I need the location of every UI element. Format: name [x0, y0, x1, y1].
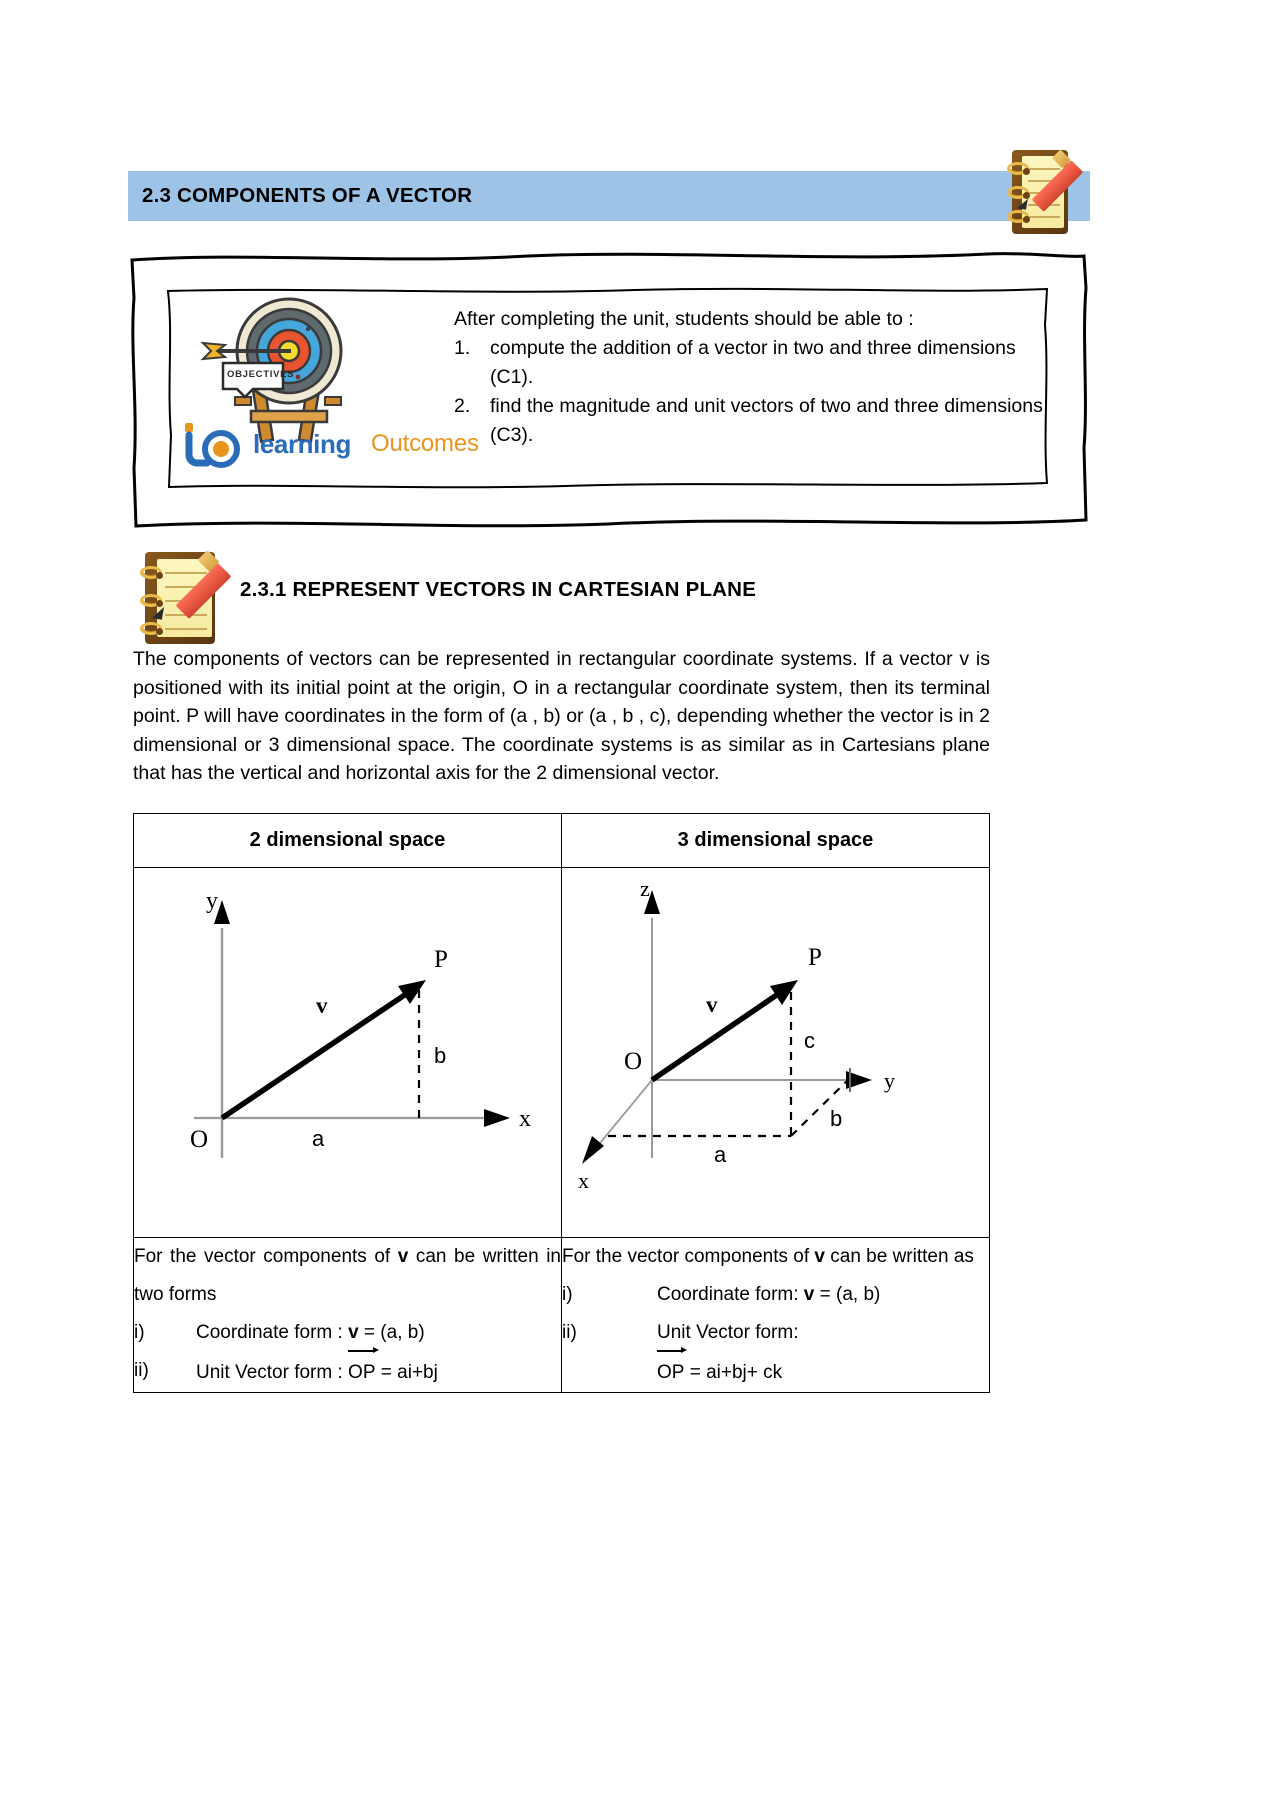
op-vector-notation: [657, 1352, 684, 1392]
vector-label-v: v: [706, 992, 718, 1017]
body-paragraph: The components of vectors can be represented in rectangular coordinate systems. If a vector v is positioned with its initial point at the origin, O in a rectangular coordinate system, then its terminal point. P will have coordinates in the form of (a , b) or (a , b , c), depending whether the vector is in 2 dimensional or 3 dimensional space. The coordinate systems is as similar as in Cartesians plane that has the vertical and horizontal axis for the 2 dimensional vector.: [133, 648, 991, 784]
formula-expression: = (a, b): [358, 1322, 425, 1343]
op-text: OP: [657, 1362, 685, 1383]
logo-word-learning: learning: [253, 429, 351, 459]
vector-symbol: v: [397, 1246, 409, 1267]
item-content: Unit Vector form:: [657, 1322, 799, 1343]
axis-label-y: y: [206, 888, 218, 914]
item-marker: i): [562, 1284, 573, 1305]
notepad-pencil-icon: [135, 550, 235, 645]
archery-target-icon: [195, 293, 375, 438]
formula-row-coordinate: [562, 1276, 989, 1314]
lead-text-2d: [134, 1238, 561, 1314]
formula-expression: = ai+bj: [375, 1362, 438, 1383]
outcomes-intro: After completing the unit, students should be able to :: [454, 308, 914, 330]
vector-diagram-2d: [134, 868, 560, 1236]
outcome-number: 2.: [454, 395, 471, 417]
notepad-pencil-icon: [1000, 148, 1086, 236]
vector-symbol: v: [348, 1322, 359, 1343]
item-marker: ii): [562, 1322, 577, 1343]
component-label-a: a: [714, 1142, 727, 1167]
outcome-text: find the magnitude and unit vectors of two and three dimensions (C3).: [490, 395, 1043, 446]
formula-expression: = ai+bj+ ck: [684, 1362, 783, 1383]
vector-symbol: v: [814, 1246, 825, 1267]
axis-label-y: y: [884, 1068, 895, 1093]
column-header-3d: 3 dimensional space: [562, 814, 990, 868]
outcome-text: compute the addition of a vector in two and three dimensions (C1).: [490, 337, 1016, 388]
point-label-p: P: [808, 944, 822, 971]
formula-expression: = (a, b): [814, 1284, 881, 1305]
logo-word-outcomes: Outcomes: [371, 430, 479, 457]
page-title: 2.3 COMPONENTS OF A VECTOR: [142, 184, 473, 207]
formula-cell-2d: [134, 1238, 562, 1393]
dimensional-space-table: [133, 813, 990, 1393]
objectives-banner-label: OBJECTIVES: [227, 369, 295, 380]
formula-row-unit-vector: [134, 1352, 561, 1392]
axis-label-z: z: [640, 876, 650, 901]
column-header-2d: 2 dimensional space: [134, 814, 562, 868]
formula-row-unit-vector: [562, 1314, 989, 1352]
list-item: [454, 392, 1046, 450]
lead-part-1: For the vector components of: [134, 1246, 398, 1267]
lead-part-2: can be written in two forms: [134, 1246, 561, 1305]
objectives-graphic: [169, 289, 479, 487]
formula-label: Unit Vector form :: [196, 1362, 349, 1383]
component-label-c: c: [804, 1028, 815, 1053]
item-content: [196, 1352, 561, 1392]
component-label-b: b: [830, 1106, 843, 1131]
component-label-b: b: [434, 1043, 447, 1068]
diagram-2d-cell: [134, 868, 562, 1238]
vector-symbol: v: [803, 1284, 815, 1305]
lead-text-3d: [562, 1238, 989, 1276]
item-marker: i): [134, 1322, 145, 1343]
lead-part-2: can be written as: [824, 1246, 974, 1267]
origin-label: O: [624, 1048, 643, 1075]
outcome-number: 1.: [454, 337, 471, 359]
formula-label: Coordinate form:: [657, 1284, 804, 1305]
axis-label-x: x: [578, 1168, 589, 1193]
formula-row-op-expression: [562, 1352, 989, 1392]
item-content: [657, 1276, 989, 1314]
vector-overarrow-icon: [348, 1350, 373, 1352]
table-header-row: [134, 814, 990, 868]
component-label-a: a: [312, 1126, 325, 1151]
list-item: [454, 334, 1046, 392]
table-diagram-row: [134, 868, 990, 1238]
origin-label: O: [190, 1126, 209, 1153]
point-label-p: P: [434, 946, 448, 973]
vector-overarrow-icon: [657, 1350, 682, 1352]
subsection-title: 2.3.1 REPRESENT VECTORS IN CARTESIAN PLANE: [240, 578, 757, 601]
learning-outcomes-logo: [175, 421, 479, 473]
item-marker: ii): [134, 1360, 149, 1381]
lo-mark-icon: [175, 421, 251, 471]
outcomes-list: [454, 334, 1046, 450]
lead-part-1: For the vector components of: [562, 1246, 815, 1267]
learning-outcomes-content: [169, 289, 1046, 487]
op-vector-notation: [348, 1352, 375, 1392]
formula-label: Coordinate form :: [196, 1322, 349, 1343]
formula-cell-3d: [562, 1238, 990, 1393]
vector-label-v: v: [316, 993, 328, 1018]
axis-label-x: x: [519, 1106, 531, 1132]
learning-outcomes-text: [454, 289, 1046, 450]
item-content: [196, 1314, 561, 1352]
formula-row-coordinate: [134, 1314, 561, 1352]
diagram-3d-cell: [562, 868, 990, 1238]
table-text-row: [134, 1238, 990, 1393]
op-text: OP: [348, 1362, 376, 1383]
